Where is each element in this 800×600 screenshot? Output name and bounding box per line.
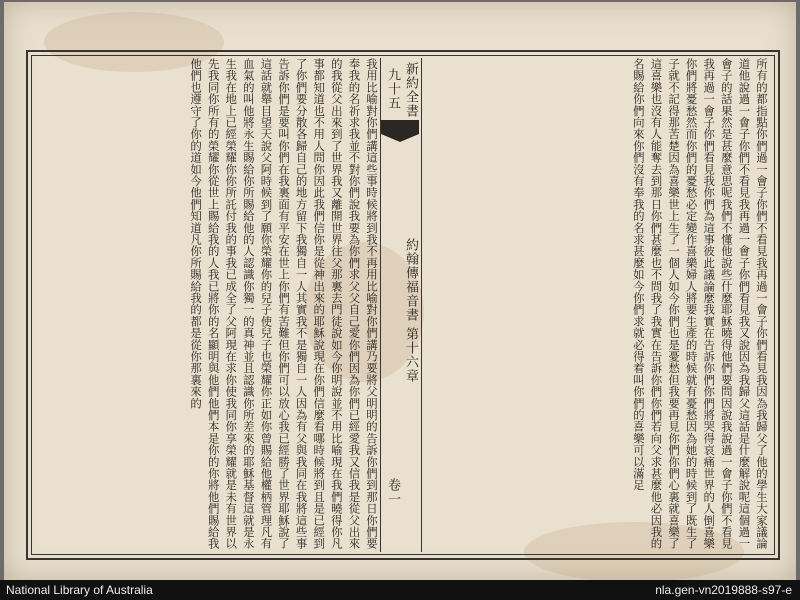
fish-tail-ornament [381,120,419,134]
footer-bar [0,580,800,600]
volume-label: 卷一 [385,478,400,506]
book-title: 新約全書 [403,62,418,118]
left-page-text: 我用比喻對你們講這些事時候將到我不再用比喻對你們講乃要將父明明的告訴你們到那日你們要奉我的名祈求我並不對你們說我要為你們求父父自己愛你們因為你們已經愛我又信我是從父出來的我從父出來到了世界我又離開世界往父那裏去門徒說如今你明說並不用比喻現在我們曉得你凡事都知道也不用人問你因此我們信你是從神出來的耶穌說現在你們信麼看哪時候將到且是已經到了你們要分散各歸自己的地方留下我獨自一人其實我不是獨自一人因為有父與我同在我將這些事告訴你們是要叫你們在我裏面有平安在世上你們有苦難但你們可以放心我已經勝了世界耶穌說了這話就舉目望天說父阿時候到了願你榮耀你的兒子使兒子也榮耀你正如你曾賜給他權柄管理凡有血氣的叫他將永生賜給你所賜給他的人認識你獨一的真神並且認識你所差來的耶穌基督這就是永生我在地上已經榮耀你你所託付我的事我已成全了父阿現在求你使我同你享榮耀就是未有世界以先我同你所有的榮耀你從世上賜給我的人我已將你的名顯明與他們他們本是你的你將他們賜給我他們也遵守了你的道如今他們知道凡你所賜給我的都是從你那裏來的 [189,58,379,550]
right-page-text: 所有的都指點你們過一會子你們不看見我再過一會子你們看見我因為我歸父了他的學生大家議論道他說過一會子你們不看見我再過一會子你們看見我又說因為我歸父這話是什麼解說呢這個過一會子的話果然是甚麼意思呢我們不懂他說些什麼耶穌曉得他們要問因說我說過一會子你們不看見我再過一會子你們看見我你們為這事彼此議論麼我實在告訴你們你們將哭得哀痛世界的人倒喜樂你們將憂愁然而你們的憂愁必定變作喜樂婦人將要生產的時候就有憂愁因為她的時候到了既生了子就不記得那苦楚因為喜樂世上生了一個人如今你們也是憂愁但我要再見你們你們心裏就喜樂了這喜樂也沒有人能奪去到那日你們甚麼也不問我了我實在告訴你們你們若向父求甚麼他必因我的名賜給你們向來你們沒有奉我的名求甚麼如今你們求就必得着叫你們的喜樂可以滿足 [631,58,769,550]
chapter-heading: 約翰傳福音書 第十六章 [403,238,418,384]
page-number: 九十五 [385,68,400,110]
library-credit: National Library of Australia [6,583,153,597]
scanned-sheet [4,2,796,580]
text-frame [26,50,780,560]
center-margin [380,58,422,552]
item-identifier: nla.gen-vn2019888-s97-e [655,583,792,597]
